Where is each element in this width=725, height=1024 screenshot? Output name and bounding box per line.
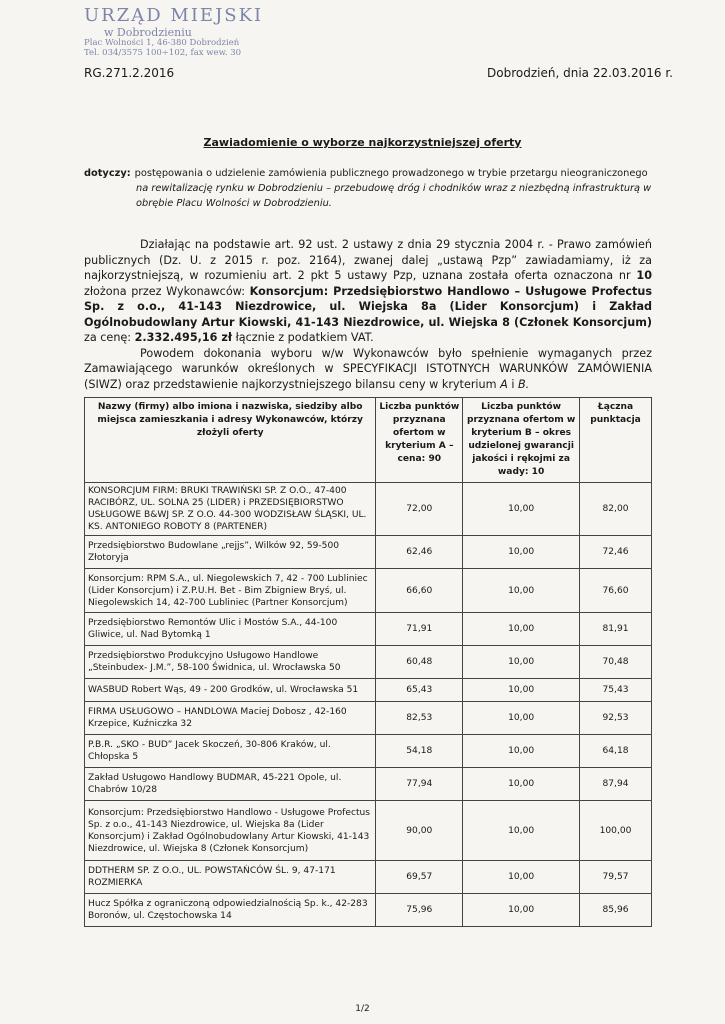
bidder-name: Przedsiębiorstwo Budowlane „rejjs”, Wilków 92, 59-500 Złotoryja: [85, 536, 376, 569]
score-total: 100,00: [580, 801, 652, 861]
score-total: 87,94: [580, 768, 652, 801]
score-total: 79,57: [580, 861, 652, 894]
score-criterion-b: 10,00: [463, 536, 580, 569]
paragraph-reason: [84, 346, 652, 393]
bidder-name: Hucz Spółka z ograniczoną odpowiedzialnością Sp. k., 42-283 Boronów, ul. Częstochowska 14: [85, 894, 376, 927]
score-criterion-b: 10,00: [463, 702, 580, 735]
score-total: 70,48: [580, 646, 652, 679]
table-row: [85, 613, 652, 646]
score-criterion-b: 10,00: [463, 679, 580, 702]
score-total: 82,00: [580, 483, 652, 536]
table-header-row: [85, 398, 652, 483]
score-criterion-a: 66,60: [376, 569, 463, 613]
table-row: [85, 646, 652, 679]
office-address: Plac Wolności 1, 46-380 Dobrodzień: [84, 38, 240, 49]
bidder-name: FIRMA USŁUGOWO – HANDLOWA Maciej Dobosz , 42-160 Krzepice, Kuźniczka 32: [85, 702, 376, 735]
decision-text-d: łącznie z podatkiem VAT.: [235, 331, 374, 344]
table-row: [85, 801, 652, 861]
table-row: [85, 483, 652, 536]
header-criterion-a: Liczba punktów przyznana ofertom w kryterium A – cena: 90: [376, 398, 463, 483]
letterhead-stamp: [84, 6, 263, 59]
score-criterion-a: 90,00: [376, 801, 463, 861]
score-criterion-a: 62,46: [376, 536, 463, 569]
concern-text: postępowania o udzielenie zamówienia publicznego prowadzonego w trybie przetargu nieograniczonego: [134, 168, 648, 179]
concern-section: [84, 166, 664, 211]
score-criterion-a: 75,96: [376, 894, 463, 927]
page-number: 1/2: [355, 1004, 370, 1014]
table-row: [85, 679, 652, 702]
score-criterion-b: 10,00: [463, 569, 580, 613]
bidder-name: Przedsiębiorstwo Produkcyjno Usługowo Handlowe „Steinbudex- J.M.”, 58-100 Świdnica, ul. Wrocławska 50: [85, 646, 376, 679]
score-criterion-a: 60,48: [376, 646, 463, 679]
bidder-name: WASBUD Robert Wąs, 49 - 200 Grodków, ul. Wrocławska 51: [85, 679, 376, 702]
score-total: 76,60: [580, 569, 652, 613]
score-criterion-a: 82,53: [376, 702, 463, 735]
bidder-name: Przedsiębiorstwo Remontów Ulic i Mostów S.A., 44-100 Gliwice, ul. Nad Bytomką 1: [85, 613, 376, 646]
score-criterion-b: 10,00: [463, 483, 580, 536]
bidder-name: KONSORCJUM FIRM: BRUKI TRAWIŃSKI SP. Z O.O., 47-400 RACIBÓRZ, UL. SOLNA 25 (LIDER) i PRZEDSIĘBIORSTWO USŁUGOWE B&WJ SP. Z O.O. 44-300 WODZISŁAW ŚLĄSKI, UL. KS. ANTONIEGO ROBOTY 8 (PARTENER): [85, 483, 376, 536]
bidder-name: DDTHERM SP. Z O.O., UL. POWSTAŃCÓW ŚL. 9, 47-171 ROZMIERKA: [85, 861, 376, 894]
score-criterion-b: 10,00: [463, 894, 580, 927]
office-name: URZĄD MIEJSKI: [84, 5, 264, 26]
decision-text-b: złożona przez Wykonawców:: [84, 284, 245, 298]
concern-subject: na rewitalizację rynku w Dobrodzieniu – przebudowę dróg i chodników wraz z niezbędną infrastrukturą w obrębie Placu Wolności w Dobrodzieniu.: [136, 183, 652, 209]
reason-text: Powodem dokonania wyboru w/w Wykonawców było spełnienie wymaganych przez Zamawiającego warunków określonych w SPECYFIKACJI ISTOTNYCH WARUNKÓW ZAMÓWIENIA (SIWZ) oraz przedstawienie najkorzystniejszego bilansu ceny w kryterium: [84, 346, 652, 391]
table-row: [85, 536, 652, 569]
score-criterion-a: 71,91: [376, 613, 463, 646]
table-row: [85, 768, 652, 801]
header-criterion-b: Liczba punktów przyznana ofertom w kryterium B – okres udzielonej gwarancji jakości i rękojmi za wady: 10: [463, 398, 580, 483]
score-total: 75,43: [580, 679, 652, 702]
score-criterion-a: 69,57: [376, 861, 463, 894]
office-contact: Tel. 034/3575 100÷102, fax wew. 30: [84, 48, 242, 59]
document-date: Dobrodzień, dnia 22.03.2016 r.: [487, 66, 673, 80]
header-total: Łączna punktacja: [580, 398, 652, 483]
criterion-b: B.: [517, 377, 530, 391]
table-row: [85, 861, 652, 894]
score-total: 72,46: [580, 536, 652, 569]
bidder-name: Konsorcjum: Przedsiębiorstwo Handlowo - Usługowe Profectus Sp. z o.o., 41-143 Niezdrowice, ul. Wiejska 8a (Lider Konsorcjum) i Zakład Ogólnobudowlany Artur Kiowski, 41-143 Niezdrowice, ul. Wiejska 8 (Członek Konsorcjum): [85, 801, 376, 861]
reference-number: RG.271.2.2016: [84, 66, 175, 80]
results-table: [84, 397, 652, 927]
bidder-name: Konsorcjum: RPM S.A., ul. Niegolewskich 7, 42 - 700 Lubliniec (Lider Konsorcjum) i Z.P.U.H. Bet - Bim Zbigniew Bryś, ul. Niegolewskich 14, 42-700 Lubliniec (Partner Konsorcjum): [85, 569, 376, 613]
table-row: [85, 735, 652, 768]
score-criterion-b: 10,00: [463, 646, 580, 679]
score-criterion-b: 10,00: [463, 768, 580, 801]
bidder-name: Zakład Usługowo Handlowy BUDMAR, 45-221 Opole, ul. Chabrów 10/28: [85, 768, 376, 801]
table-row: [85, 894, 652, 927]
score-total: 64,18: [580, 735, 652, 768]
decision-text-c: za cenę:: [84, 331, 132, 344]
criterion-a: A: [500, 377, 508, 391]
winning-bidder: Konsorcjum: Przedsiębiorstwo Handlowo – Usługowe Profectus Sp. z o.o., 41-143 Niezdrowice, ul. Wiejska 8a (Lider Konsorcjum) i Zakład Ogólnobudowlany Artur Kiowski, 41-143 Niezdrowice, ul. Wiejska 8 (Członek Konsorcjum): [84, 284, 652, 329]
header-bidder: Nazwy (firmy) albo imiona i nazwiska, siedziby albo miejsca zamieszkania i adresy Wykonawców, którzy złożyli oferty: [85, 398, 376, 483]
score-criterion-a: 65,43: [376, 679, 463, 702]
table-row: [85, 702, 652, 735]
score-total: 92,53: [580, 702, 652, 735]
score-criterion-b: 10,00: [463, 861, 580, 894]
paragraph-decision: [84, 237, 652, 346]
score-criterion-b: 10,00: [463, 613, 580, 646]
score-criterion-b: 10,00: [463, 801, 580, 861]
offer-number: 10: [636, 269, 652, 282]
score-criterion-a: 77,94: [376, 768, 463, 801]
table-row: [85, 569, 652, 613]
score-criterion-a: 72,00: [376, 483, 463, 536]
document-heading: Zawiadomienie o wyborze najkorzystniejszej oferty: [203, 136, 522, 149]
decision-text-a: Działając na podstawie art. 92 ust. 2 ustawy z dnia 29 stycznia 2004 r. - Prawo zamówień publicznych (Dz. U. z 2015 r. poz. 2164), zwanej dalej „ustawą Pzp” zawiadamiamy, iż za najkorzystniejszą, w rozumieniu art. 2 pkt 5 ustawy Pzp, uznana została oferta oznaczona nr: [84, 238, 652, 282]
bidder-name: P.B.R. „SKO - BUD” Jacek Skoczeń, 30-806 Kraków, ul. Chłopska 5: [85, 735, 376, 768]
score-criterion-b: 10,00: [463, 735, 580, 768]
score-criterion-a: 54,18: [376, 735, 463, 768]
winning-price: 2.332.495,16 zł: [134, 331, 232, 344]
criterion-conj: i: [511, 377, 515, 391]
concern-label: dotyczy:: [84, 168, 131, 179]
office-place: w Dobrodzieniu: [104, 25, 192, 39]
score-total: 85,96: [580, 894, 652, 927]
body-text: [84, 237, 652, 392]
score-total: 81,91: [580, 613, 652, 646]
